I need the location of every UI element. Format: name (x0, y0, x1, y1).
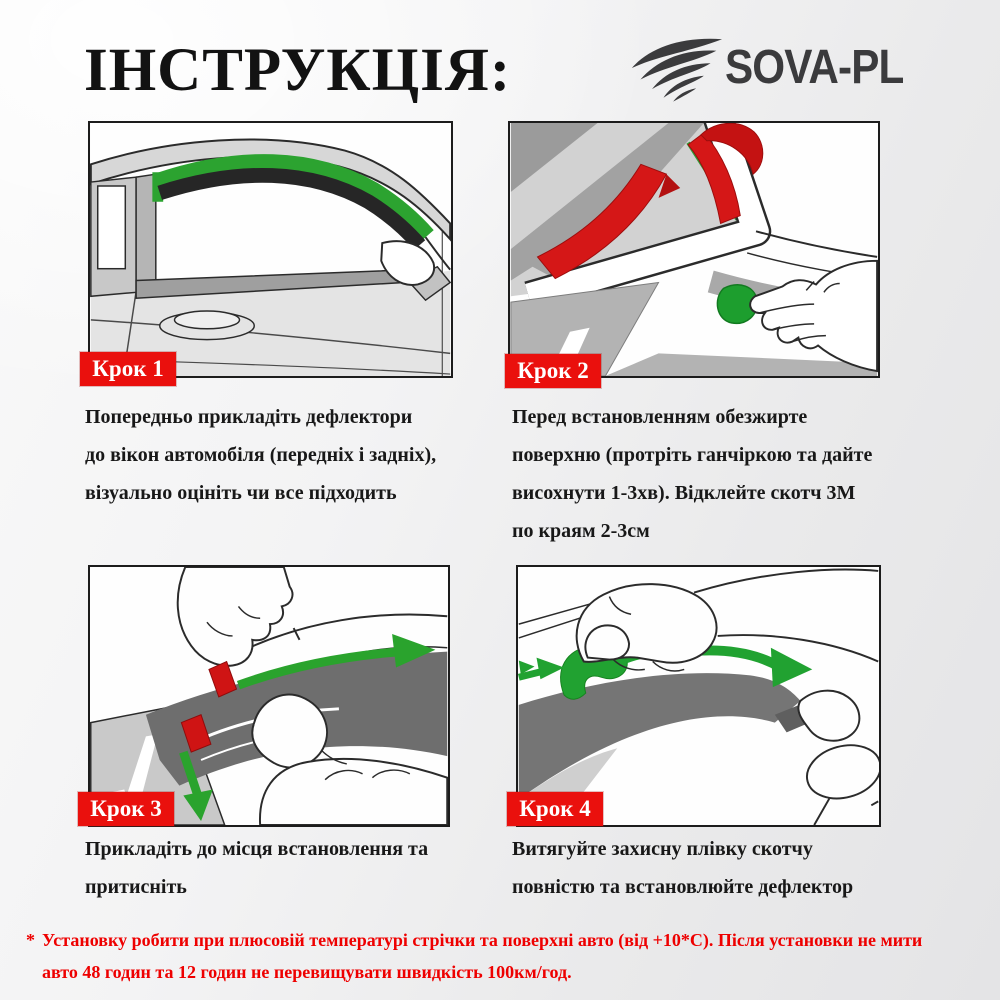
film-pulling-drawing (518, 567, 879, 825)
step2-text (512, 398, 872, 550)
step4-text (512, 830, 853, 906)
text-line: повністю та встановлюйте дефлектор (512, 876, 854, 898)
text-line: Витягуйте захисну плівку скотчу (512, 838, 813, 860)
text-line: Прикладіть до місця встановлення та (85, 838, 429, 860)
door-handle-grip (175, 311, 240, 329)
text-line: Попередньо прикладіть дефлектори (85, 406, 413, 428)
footnote-marker: * (26, 930, 35, 950)
hand-palm (260, 759, 447, 825)
footnote-text (42, 924, 922, 988)
step2-badge: Крок 2 (505, 354, 601, 388)
text-line: Перед встановленням обезжирте (512, 406, 808, 428)
footer-note (26, 924, 922, 988)
text-line: Установку робити при плюсовій температурі стрічки та поверхні авто (від +10*С). Після установки не мити (42, 930, 923, 950)
text-line: до вікон автомобіля (передніх і задніх), (85, 444, 437, 466)
step1-badge: Крок 1 (80, 352, 176, 386)
text-line: візуально оцініть чи все підходить (85, 482, 397, 504)
wing-icon (628, 36, 724, 102)
step4-illustration (516, 565, 881, 827)
text-line: притисніть (85, 876, 187, 898)
step1-illustration (88, 121, 453, 378)
step4-badge: Крок 4 (507, 792, 603, 826)
pressing-drawing (90, 567, 448, 825)
step2-illustration (508, 121, 880, 378)
step1-text (85, 398, 436, 512)
quarter-window (98, 186, 126, 269)
step3-badge: Крок 3 (78, 792, 174, 826)
pressing-thumb (252, 695, 327, 768)
thumb (585, 625, 629, 659)
text-line: поверхню (протріть ганчіркою та дайте (512, 444, 873, 466)
car-side-view-drawing (90, 123, 451, 376)
step3-illustration (88, 565, 450, 827)
step3-text (85, 830, 428, 906)
text-line: висохнути 1-3хв). Відклейте скотч 3М (512, 482, 856, 504)
brand-name: SOVA-PL (725, 41, 904, 94)
brand-logo (628, 34, 904, 104)
page-title: ІНСТРУКЦІЯ: (84, 37, 512, 104)
tape-peeling-drawing (510, 123, 878, 376)
text-line: по краям 2-3см (512, 520, 650, 542)
text-line: авто 48 годин та 12 годин не перевищувати швидкість 100км/год. (42, 962, 572, 982)
